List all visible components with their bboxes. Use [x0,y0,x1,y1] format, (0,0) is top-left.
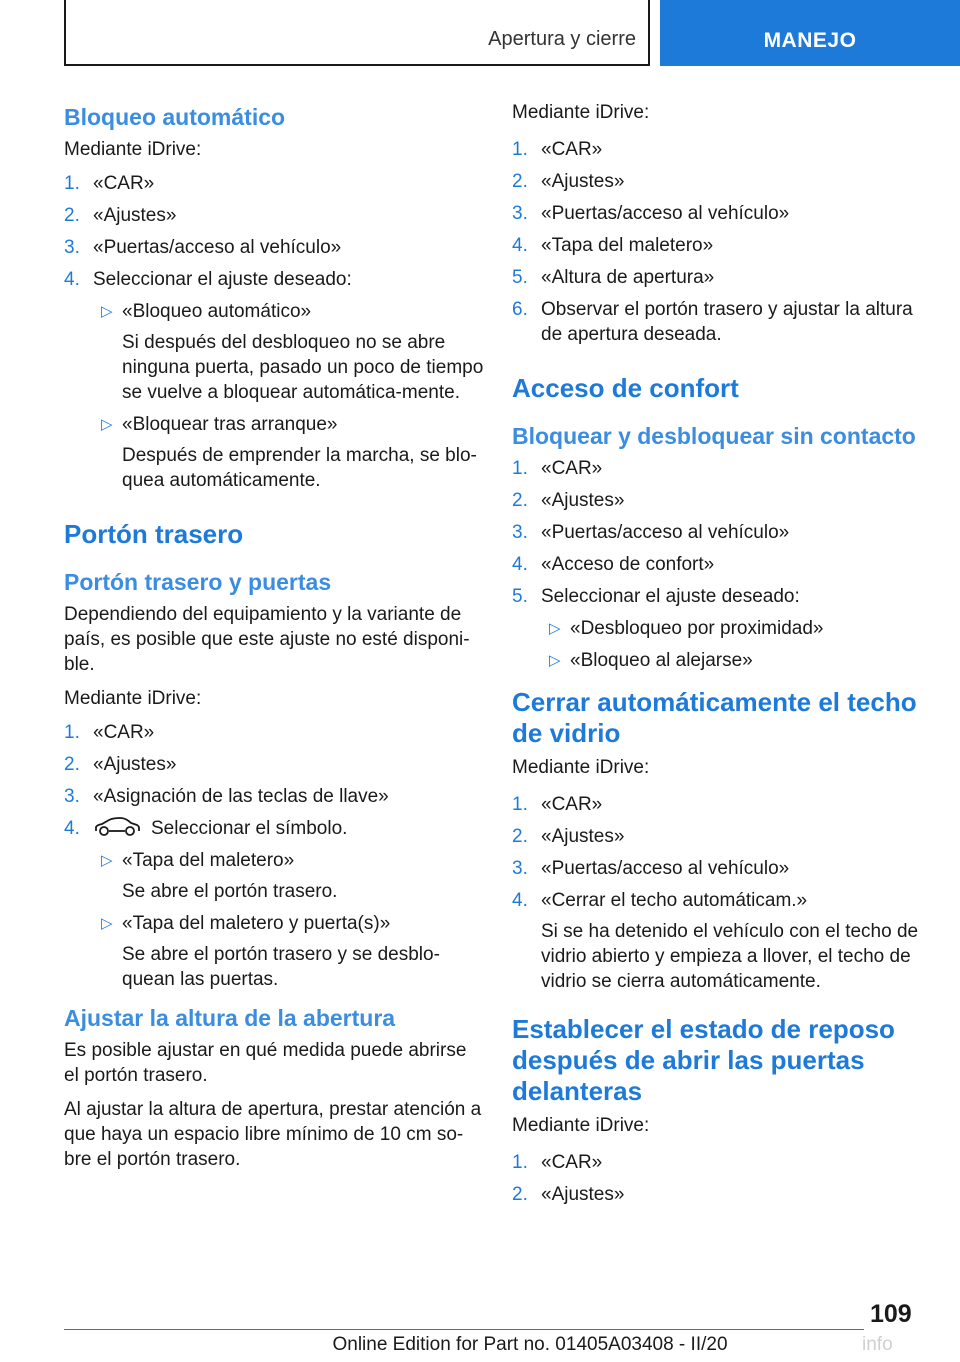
list-item: 3. «Asignación de las teclas de llave» [64,786,389,807]
triangle-bullet-icon: ▷ [101,303,113,320]
step-number: 1. [512,458,528,479]
option-description: Si después del desbloqueo no se abre ninguna puerta, pasado un poco de tiempo se vuelve a bloquear automática-mente. [122,332,484,403]
list-item: 4. «Cerrar el techo automáticam.» Si se ha detenido el vehículo con el techo de vidrio abierto y empieza a llover, el techo de vidrio se cierra automáticamente. [512,888,932,994]
heading-opening-height: Ajustar la altura de la abertura [64,1005,396,1031]
step-number: 2. [64,754,80,775]
step-number: 2. [512,171,528,192]
option-description: Se abre el portón trasero y se desblo-quean las puertas. [122,944,440,990]
step-number: 2. [512,1184,528,1205]
section-title: MANEJO [763,29,857,52]
steps-list [512,456,932,673]
option-item: ▷ «Tapa del maletero y puerta(s)» Se abre el portón trasero y se desblo-quean las puertas. [93,911,484,992]
option-item: ▷ «Bloqueo automático» Si después del desbloqueo no se abre ninguna puerta, pasado un poco de tiempo se vuelve a bloquear automática-mente. [101,301,484,403]
footer-divider [64,1329,864,1330]
list-item: 2. «Ajustes» [64,754,177,775]
page-number: 109 [870,1300,912,1328]
option-description: Después de emprender la marcha, se blo-quea automáticamente. [122,445,477,491]
step-number: 4. [512,554,528,575]
list-item: 2. «Ajustes» [512,826,625,847]
triangle-bullet-icon: ▷ [549,620,561,637]
options-list [93,299,484,493]
chapter-title: Apertura y cierre [488,28,636,50]
section-tab [660,0,960,66]
list-item: 2. «Ajustes» [512,171,625,192]
list-item: 4. «Tapa del maletero» [512,235,714,256]
list-item: 1. «CAR» [512,1152,603,1173]
steps-list [64,720,484,992]
step-number: 1. [64,173,80,194]
right-column [512,100,932,1214]
step-number: 6. [512,299,528,320]
step-number: 3. [64,786,80,807]
step-number: 2. [64,205,80,226]
list-item: 1. «CAR» [64,722,155,743]
list-item: 3. «Puertas/acceso al vehículo» [512,858,790,879]
heading-auto-lock: Bloqueo automático [64,104,286,130]
steps-list [64,171,484,493]
list-item: 2. «Ajustes» [512,1184,625,1205]
list-item: 1. «CAR» [512,139,603,160]
left-column [64,100,484,1181]
step-description: Si se ha detenido el vehículo con el techo de vidrio abierto y empieza a llover, el techo de vidrio se cierra automáticamente. [541,921,919,992]
intro-text: Mediante iDrive: [512,1115,650,1136]
steps-list [512,1150,932,1207]
intro-text: Mediante iDrive: [512,757,650,778]
option-item: ▷ «Tapa del maletero» Se abre el portón trasero. [93,848,484,904]
step-number: 1. [512,139,528,160]
list-item: 5. «Altura de apertura» [512,267,715,288]
list-item: 3. «Puertas/acceso al vehículo» [64,237,342,258]
list-item: 1. «CAR» [512,458,603,479]
step-number: 3. [512,522,528,543]
step-number: 4. [64,818,80,839]
step-number: 3. [512,203,528,224]
triangle-bullet-icon: ▷ [101,416,113,433]
triangle-bullet-icon: ▷ [549,652,561,669]
option-item: ▷ «Desbloqueo por proximidad» [549,618,824,639]
heading-comfort-access: Acceso de confort [512,373,739,403]
list-item: 5. Seleccionar el ajuste deseado: ▷ «Desbloqueo por proximidad» ▷ «Bloqueo al alejarse» [512,584,932,673]
list-item: 2. «Ajustes» [64,205,177,226]
step-number: 5. [512,267,528,288]
body-text: Es posible ajustar en qué medida puede abrirse el portón trasero. [64,1040,467,1086]
list-item: 4. «Acceso de confort» [512,554,715,575]
heading-standby: Establecer el estado de reposo después de abrir las puertas delanteras [512,1014,895,1106]
chapter-tab [64,0,650,66]
triangle-bullet-icon: ▷ [101,915,113,932]
list-item: 1. «CAR» [64,173,155,194]
heading-contactless: Bloquear y desbloquear sin contacto [512,423,916,449]
option-item: ▷ «Bloqueo al alejarse» [549,650,753,671]
heading-tailgate: Portón trasero [64,519,244,549]
option-description: Se abre el portón trasero. [122,881,338,902]
step-number: 1. [512,1152,528,1173]
list-item: 3. «Puertas/acceso al vehículo» [512,203,790,224]
step-number: 4. [512,890,528,911]
step-number: 1. [512,794,528,815]
step-number: 2. [512,490,528,511]
heading-tailgate-doors: Portón trasero y puertas [64,569,332,595]
step-number: 5. [512,586,528,607]
car-side-icon [93,816,141,838]
list-item: 2. «Ajustes» [512,490,625,511]
option-item: ▷ «Bloquear tras arranque» Después de emprender la marcha, se blo-quea automáticamente. [93,412,484,493]
step-number: 3. [64,237,80,258]
step-number: 4. [64,269,80,290]
list-item: 4. Seleccionar el ajuste deseado: ▷ «Bloqueo automático» Si después del desbloqueo no se abre ninguna puerta, pasado un poco de tiempo se vuelve a bloquear automática-mente. ▷ «Bloquear tras arranque» Después de emprender la marcha, se blo-quea automáticamente. [64,269,484,491]
page-header [64,0,960,66]
steps-list [512,792,932,994]
body-text: Al ajustar la altura de apertura, prestar atención a que haya un espacio libre mínimo de 10 cm so-bre el portón trasero. [64,1099,482,1170]
list-item: 4. Seleccionar el símbolo. ▷ «Tapa del maletero» Se abre el portón trasero. ▷ «Tapa del maletero y puerta(s)» Se abre el portón trasero y se desblo-quean las puertas. [64,816,484,992]
step-number: 4. [512,235,528,256]
intro-text: Mediante iDrive: [64,139,202,160]
list-item: 3. «Puertas/acceso al vehículo» [512,522,790,543]
intro-text: Mediante iDrive: [64,688,202,709]
steps-list [512,137,932,347]
intro-text: Mediante iDrive: [512,102,650,123]
step-number: 1. [64,722,80,743]
triangle-bullet-icon: ▷ [101,852,113,869]
list-item: 1. «CAR» [512,794,603,815]
step-number: 2. [512,826,528,847]
body-text: Dependiendo del equipamiento y la variante de país, es posible que este ajuste no esté disponi-ble. [64,604,470,675]
heading-sunroof: Cerrar automáticamente el techo de vidrio [512,687,917,748]
options-list [93,848,484,992]
list-item: 6. Observar el portón trasero y ajustar la altura de apertura deseada. [512,299,913,345]
edition-text: Online Edition for Part no. 01405A03408 - II/20 [332,1334,728,1355]
watermark-text: info [862,1334,893,1355]
options-list [541,616,932,673]
step-number: 3. [512,858,528,879]
